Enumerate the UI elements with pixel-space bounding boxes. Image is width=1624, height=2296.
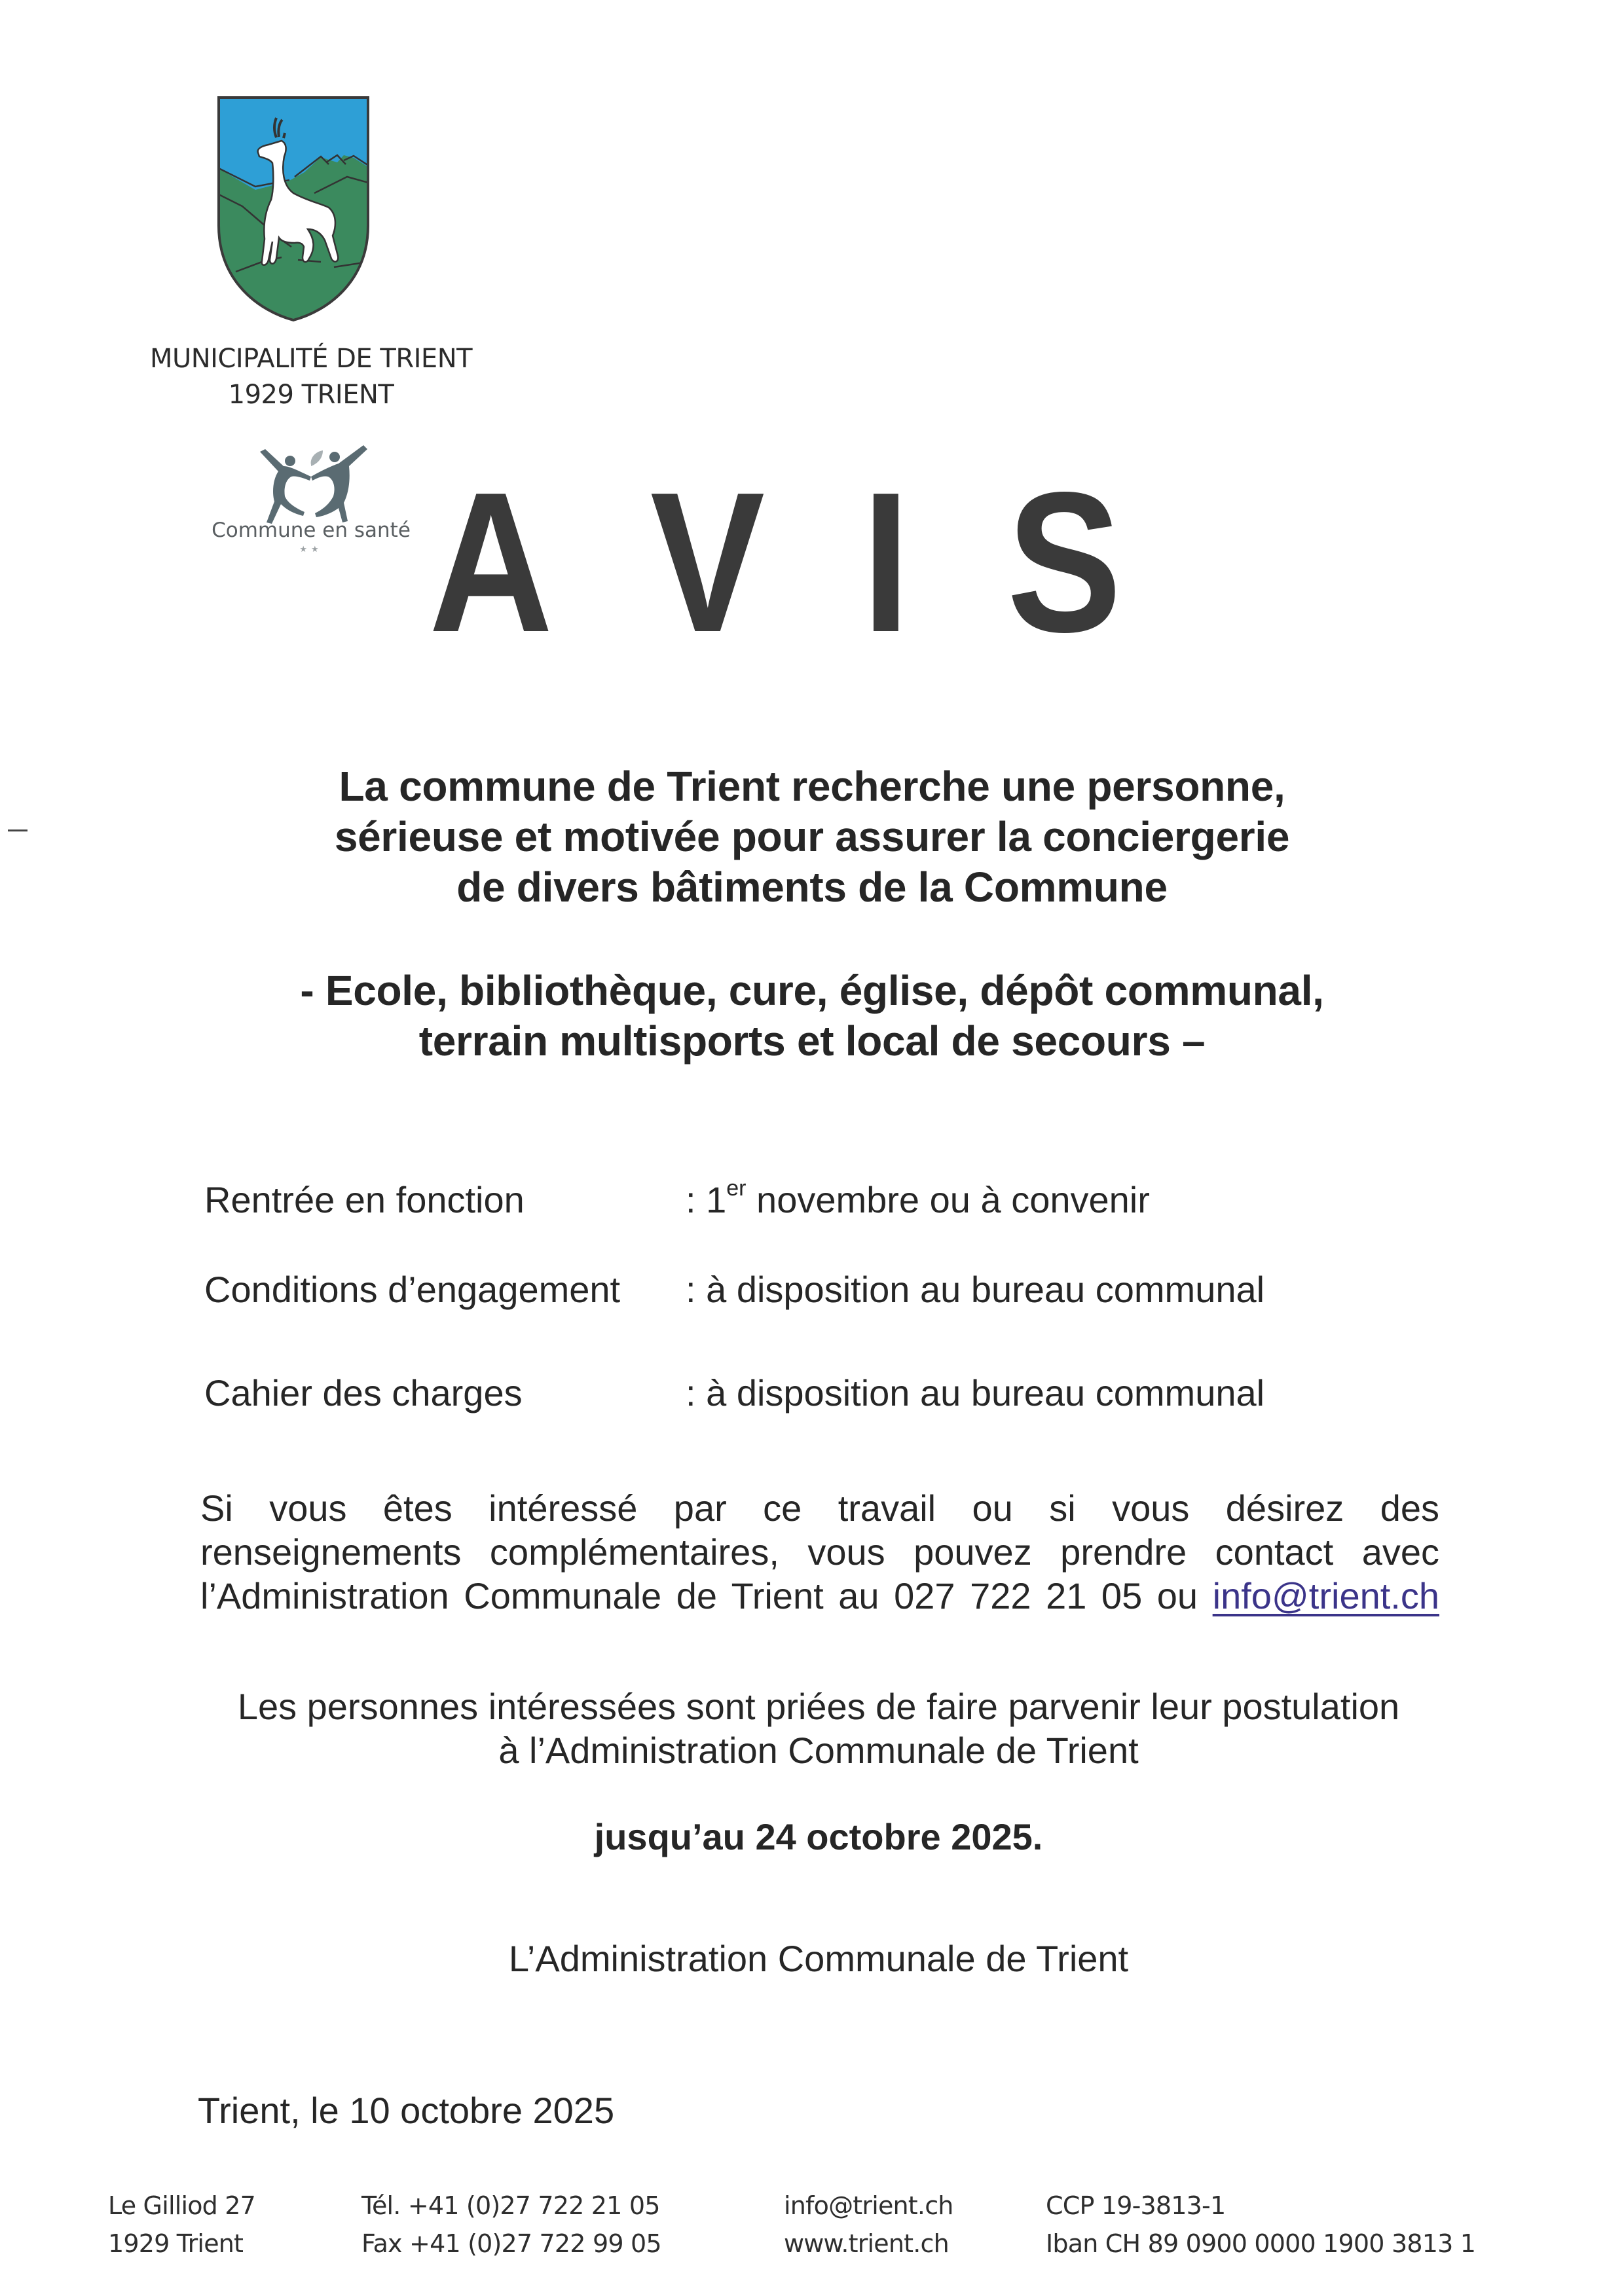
email-link[interactable]: info@trient.ch [1212,1575,1439,1616]
municipality-zip: 1929 TRIENT [228,380,394,410]
footer-address [108,2187,255,2263]
footer-website[interactable]: www.trient.ch [784,2229,949,2258]
title-letter: S [1006,450,1122,674]
buildings-line: terrain multisports et local de secours – [418,1017,1206,1065]
headline-line: La commune de Trient recherche une personne, [339,763,1285,810]
place-date: Trient, le 10 octobre 2025 [198,2090,615,2131]
footer-web [784,2187,953,2263]
footer-fax: Fax +41 (0)27 722 99 05 [361,2229,661,2258]
footer-bank [1046,2187,1475,2263]
health-logo-label: Commune en santé [212,519,411,542]
detail-row-start-date [204,1174,1449,1226]
star-rating-icon: ★★ [299,544,323,554]
detail-label: Rentrée en fonction [204,1179,525,1220]
detail-row-job-description [204,1367,1449,1419]
footer-email[interactable]: info@trient.ch [784,2191,953,2220]
contact-line: l’Administration Communale de Trient au 027 722 21 05 ou info@trient.ch [200,1575,1439,1616]
footer-iban: Iban CH 89 0900 0000 1900 3813 1 [1046,2229,1476,2258]
detail-label: Conditions d’engagement [204,1269,621,1310]
contact-line: Si vous êtes intéressé par ce travail ou si vous désirez des [200,1487,1439,1529]
application-deadline: jusqu’au 24 octobre 2025. [594,1816,1043,1857]
fold-mark [8,829,28,831]
detail-value: : à disposition au bureau communal [686,1269,1265,1310]
footer-ccp: CCP 19-3813-1 [1046,2191,1226,2220]
title-letter: A [429,450,553,674]
notice-title [429,450,1122,674]
chamois-coat-of-arms-icon [216,95,371,323]
headline-line: de divers bâtiments de la Commune [456,864,1168,911]
leaf-icon [311,450,323,466]
application-line: à l’Administration Communale de Trient [498,1730,1139,1771]
application-line: Les personnes intéressées sont priées de faire parvenir leur postulation [237,1686,1400,1727]
title-letter: V [650,450,765,674]
detail-value: : 1er novembre ou à convenir [686,1176,1150,1220]
footer-phone [361,2187,661,2263]
contact-line: renseignements complémentaires, vous pouvez prendre contact avec [200,1531,1439,1573]
headline-line: sérieuse et motivée pour assurer la conciergerie [334,813,1290,860]
buildings-list [157,966,1467,1066]
municipality-name: MUNICIPALITÉ DE TRIENT [149,344,473,374]
footer-city: 1929 Trient [108,2229,244,2258]
detail-row-conditions [204,1264,1449,1316]
footer-street: Le Gilliod 27 [108,2191,256,2220]
job-headline [157,761,1467,913]
footer-tel: Tél. +41 (0)27 722 21 05 [361,2191,660,2220]
contact-paragraph [200,1486,1439,1618]
detail-label: Cahier des charges [204,1372,523,1413]
signature: L’Administration Communale de Trient [508,1938,1129,1979]
application-instructions [157,1685,1480,1772]
buildings-line: - Ecole, bibliothèque, cure, église, dépôt communal, [300,967,1324,1014]
title-letter: I [862,450,910,674]
detail-value: : à disposition au bureau communal [686,1372,1265,1413]
commune-en-sante-figures-icon [252,440,370,525]
